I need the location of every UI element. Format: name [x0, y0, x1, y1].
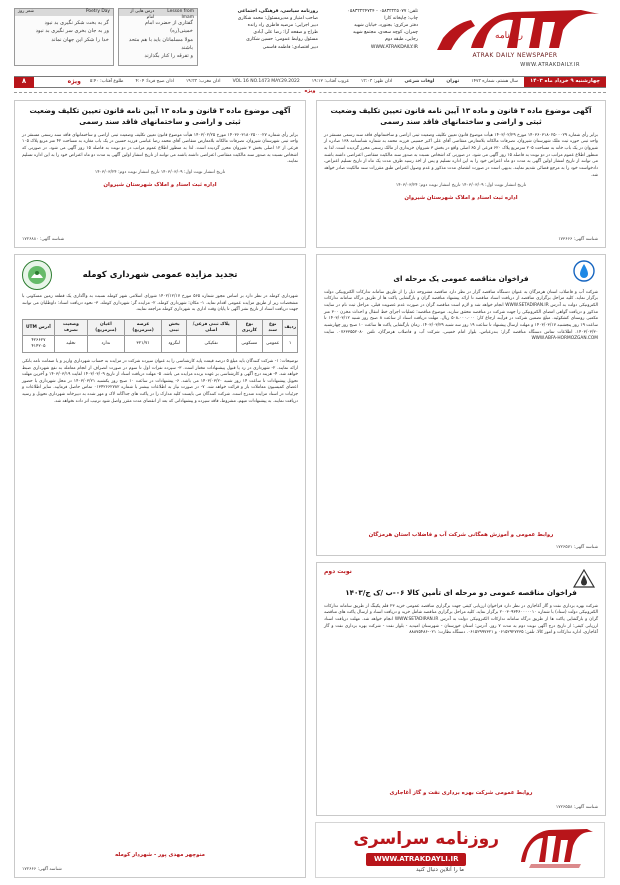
issue-number: سال هشتم، شماره ۱۴۷۳: [471, 78, 519, 84]
svg-text:روزنامه: روزنامه: [495, 31, 523, 41]
promo-banner: [315, 822, 605, 878]
ad-body: شرکت بهره برداری نفت و گاز آغاجاری در نظر دارد فراخوان ارزیابی کیفی جهت برگزاری مناقصه عمومی خرید ۲۳ قلم پکینگ از طریق سامانه تدارکات الکترونیکی دولت (ستاد) با شماره ۲۰۰۳۰۹۳۴۶۰۰۰۰۰۱۰ برگزار نماید. کلیه مراحل برگزاری مناقصه شامل خرید و دریافت اسناد و ارسال پاکت های مناقصه گران و بازگشایی پاکت ها از طریق درگاه سامانه تدارکات الکترونیکی دولت به آدرس WWW.SETADIRAN.IR انجام خواهد شد. مهلت دریافت اسناد ارزیابی کیفی: از تاریخ درج آگهی نوبت دوم به مدت ۷ روز. آدرس: استان خوزستان - شهرستان امیدیه - بلوار نفت - شرکت بهره برداری نفت و گاز آغاجاری، اداره تدارکات و امور کالا. تلفن: ۰۶۱۵۲۹۲۷۲۳۵ و ۰۶۱۵۲۹۹۷۳۲۱. دستگاه نظارت: ۰۲۱-۸۸۸۷۵۴۸۶: [324, 603, 598, 636]
contact-line: تلفن: ۰۵۸۳۲۲۲۵۰۷۷ - ۰۵۸۳۲۲۲۴۷۲۴: [347, 9, 418, 14]
contact-line: چمران، کوچه سعدی، مجتمع شهید: [352, 30, 418, 36]
ad-registration-notice-2: [14, 100, 306, 248]
table-row: [23, 336, 298, 352]
table-cell: مسکونی: [236, 336, 263, 352]
ad-code: شناسه آگهی: ۱۷۳۶۶۶: [558, 237, 598, 243]
banner-subtitle: ما را آنلاین دنبال کنید: [416, 867, 464, 873]
publisher-line: دبیر اقتصادی: فاطمه قاسمی: [262, 44, 318, 50]
oil-company-logo: [570, 568, 598, 590]
issue-date: چهارشنبه ۹ خرداد ماه ۱۴۰۳: [524, 77, 606, 87]
publisher-line: مسئول روابط عمومی: حسین شکاری: [246, 37, 318, 43]
col-header: آدرس UTM: [23, 319, 55, 335]
city-label: تهران: [446, 78, 460, 84]
section-divider: [14, 88, 606, 96]
col-header: نوع کاربری: [236, 319, 263, 335]
table-cell: تفکیکی: [186, 336, 236, 352]
ad-dates: تاریخ انتشار نوبت اول: ۱۴۰۳/۰۳/۰۹ تاریخ انتشار نوبت دوم: ۱۴۰۳/۰۳/۲۴: [395, 183, 527, 189]
contact-line: چاپ: چاپخانه کارا: [384, 16, 418, 22]
atrak-logo: [521, 828, 596, 872]
publisher-line: طراح و صفحه آرا: رضا علی آبادی: [253, 30, 318, 36]
col-header: ردیف: [283, 319, 298, 335]
contact-info: [323, 8, 418, 51]
poem-line: گر به بخت شکر نگیری بد نبود: [44, 20, 109, 26]
col-header: نوع سند: [263, 319, 283, 335]
ad-signature: اداره ثبت اسناد و املاک شهرستان شیروان: [103, 181, 217, 188]
section-divider-label: ویژه: [300, 88, 319, 95]
table-cell: ۱: [283, 336, 298, 352]
page-number: ۸: [14, 77, 34, 88]
prayer-times-label: اوقات شرعی: [404, 78, 435, 84]
publisher-line: صاحب امتیاز و مدیرمسئول: محمد شکاری: [237, 16, 318, 22]
banner-url[interactable]: WWW.ATRAKDAYLI.IR: [366, 853, 466, 866]
box-caption-fa: شعر روز: [18, 9, 34, 14]
poetry-day-box: [14, 8, 114, 66]
table-cell: ۳۲۱/۷۱: [124, 336, 162, 352]
ad-body: توضیحات: ۱- شرکت کنندگان باید مبلغ ۵ درصد قیمت پایه کارشناسی را به عنوان سپرده شرکت در مزایده به حساب شهرداری واریز و یا ضمانت نامه بانکی ارائه نمایند. ۲- شهرداری در رد یا قبول پیشنهادات مختار است. ۳- سپرده نفرات اول تا سوم در صورت انصراف از انجام معامله به نفع شهرداری ضبط خواهد شد. ۴- هزینه درج آگهی و کارشناسی بر عهده برنده مزایده می باشد. ۵- مهلت دریافت اسناد از تاریخ ۱۴۰۳/۰۳/۰۹ لغایت ۱۴۰۳/۰۳/۱۹ و آخرین مهلت تحویل پیشنهادات تا ساعت ۱۴ روز شنبه ۱۴۰۳/۰۳/۲۰ می باشد. ۶- پیشنهادات در ساعت ۱۰ صبح روز یکشنبه ۱۴۰۳/۰۳/۲۱ در محل شهرداری با حضور اعضای کمیسیون معاملات باز و قرائت خواهد شد. ۷- در صورت نیاز به اطلاعات بیشتر با شماره ۰۱۳۴۲۶۶۲۷۸۲ تماس حاصل فرمایید. سایر اطلاعات و جزئیات در اسناد مزایده مندرج است. شرکت کنندگان می بایست کلیه مدارک را در پاکت های جداگانه لاک و مهر شده به دبیرخانه شهرداری تحویل و رسید دریافت نمایند. به پیشنهادات مبهم، مشروط، فاقد سپرده و پیشنهاداتی که بعد از انقضای مدت مقرر واصل شود ترتیب اثر داده نخواهد شد.: [22, 358, 299, 404]
ad-signature: اداره ثبت اسناد و املاک شهرستان شیروان: [404, 195, 518, 202]
box-caption-en: Lesson from Imam: [167, 9, 194, 20]
box-line: و تفرقه را کنار بگذارند: [144, 53, 193, 60]
ad-code: شناسه آگهی: ۱۷۲۶۶۶: [22, 867, 62, 873]
municipality-emblem: [22, 260, 52, 290]
lesson-from-imam-box: [118, 8, 198, 66]
ad-signature: روابط عمومی شرکت بهره برداری نفت و گاز آغاجاری: [389, 789, 533, 796]
ad-code: شناسه آگهی: ۱۷۲۶۵۷۱: [555, 545, 598, 551]
ad-body: برابر رأی شماره ۱۴۰۳۶۰۳۱۸۰۲۵۰۰۰۲۹ مورخ ۱۴۰۳/۰۲/۲۹ هیأت موضوع قانون تعیین تکلیف وضعیت ثبتی اراضی و ساختمانهای فاقد سند رسمی مستقر در واحد ثبتی حوزه ثبت ملک شهرستان شیروان، تصرفات مالکانه بلامعارض متقاضی آقای علی اکبر حسینی فرزند محمد به شماره شناسنامه ۱۳۸ صادره از شیروان در یک باب خانه به مساحت ۲۰۵ مترمربع پلاک ۶۲۰ فرعی از ۶۵ اصلی واقع در بخش ۳ شیروان خریداری از مالک رسمی محرز گردیده است. لذا به منظور اطلاع عموم مراتب در دو نوبت به فاصله ۱۵ روز آگهی می شود. در صورتی که اشخاص نسبت به صدور سند مالکیت متقاضی اعتراضی داشته باشند می توانند از تاریخ انتشار اولین آگهی به مدت دو ماه اعتراض خود را به این اداره تسلیم و پس از اخذ رسید ظرف مدت یک ماه از تاریخ تسلیم اعتراض، دادخواست خود را به مرجع قضائی تقدیم نمایند. بدیهی است در صورت انقضای مدت مذکور و عدم وصول اعتراض طبق مقررات سند مالکیت صادر خواهد شد.: [324, 132, 599, 178]
table-cell: ۴۲۶۶۲۷ ۴۱۴۲۰۵: [23, 336, 55, 352]
volume-info: VOL 16 NO.1473 MAY.29.2022: [232, 78, 300, 84]
banner-title: روزنامه سراسری: [353, 829, 499, 849]
ad-signature: منوچهر مهدی پور - شهردار کومله: [114, 851, 206, 858]
box-line: مولا مسلمانان باید با هم متحد باشند: [128, 36, 193, 51]
table-cell: تخلیه: [54, 336, 87, 352]
table-header-row: [23, 319, 298, 335]
azan-fajr: اذان صبح فردا: ۴:۰۴: [135, 78, 174, 84]
box-caption-fa: درس هایی از امام: [130, 9, 155, 20]
box-line: گفتاری از حضرت امام خمینی(ره): [144, 20, 193, 35]
azan-noon: اذان ظهر: ۱۳:۰۳: [360, 78, 393, 84]
sunrise: طلوع آفتاب: ۵:۴۰: [89, 78, 124, 84]
ad-title: فراخوان مناقصه عمومی دو مرحله ای تأمین کالا ۰۶-ب /ک ج/۱۴۰۳: [345, 588, 577, 597]
col-header: عرصه (مترمربع): [124, 319, 162, 335]
atrak-logo: [431, 8, 606, 58]
publisher-line: روزنامه سیاسی، فرهنگی، اجتماعی: [237, 9, 318, 14]
ad-code: شناسه آگهی: ۱۷۲۶۵۵۸: [555, 805, 598, 811]
issue-info-bar: [14, 76, 606, 88]
ad-dates: تاریخ انتشار نوبت اول: ۱۴۰۳/۰۳/۰۹ تاریخ انتشار نوبت دوم: ۱۴۰۳/۰۳/۲۴: [94, 169, 226, 175]
ad-title: آگهی موضوع ماده ۳ قانون و ماده ۱۳ آیین نامه قانون تعیین تکلیف وضعیت ثبتی و اراضی و ساختمانهای فاقد سند رسمی: [29, 106, 291, 126]
ad-auction-komeleh-municipality: [14, 254, 306, 878]
sunset: غروب آفتاب: ۱۹:۱۲: [311, 78, 349, 84]
masthead-website[interactable]: WWW.ATRAKDAILY.IR: [520, 62, 580, 68]
table-cell: ندارد: [88, 336, 125, 352]
col-header: پلاک ثبتی فرعی/اصلی: [186, 319, 236, 335]
poem-line: ور به جان بخری سر نگیری بد نبود: [35, 28, 109, 35]
ad-intro: شهرداری کومله در نظر دارد بر اساس مجوز شماره ۵۶۵ مورخ ۱۴۰۲/۱۲/۱۷ شورای اسلامی شهر کومله نسبت به واگذاری یک قطعه زمین مسکونی با مشخصات زیر از طریق مزایده عمومی اقدام نماید. ۱- مکان: شهرداری کومله. ۲- مزایده گر: شهرداری کومله. ۳- نحوه دریافت اسناد: داوطلبان می توانند جهت دریافت اسناد از تاریخ نشر آگهی تا پایان وقت اداری به شهرداری کومله مراجعه نمایند.: [22, 294, 299, 313]
box-caption-en: Poetry Day: [85, 9, 110, 14]
table-cell: لنگرود: [162, 336, 187, 352]
poem-line: خدا را شکر این جهان نماند: [51, 36, 109, 43]
ad-tender-hormozgan-water: [316, 254, 606, 556]
ad-body: شرکت آب و فاضلاب استان هرمزگان به عنوان دستگاه مناقصه گزار در نظر دارد مناقصه مشروحه ذیل را از طریق سامانه تدارکات الکترونیکی دولت برگزار نماید. کلیه مراحل برگزاری مناقصه از دریافت اسناد مناقصه تا ارائه پیشنهاد مناقصه گران و بازگشایی پاکت ها از طریق درگاه سامانه تدارکات الکترونیکی دولت به آدرس WWW.SETADIRAN.IR انجام خواهد شد و لازم است مناقصه گران در صورت عدم عضویت قبلی، مراحل ثبت نام در سایت مذکور و دریافت گواهی امضای الکترونیکی را جهت شرکت در مناقصه محقق سازند. موضوع مناقصه: عملیات اجرای خط انتقال و احداث مخزن ۳۰۰ متر مکعبی روستای کشکوئیه. مبلغ تضمین شرکت در فرآیند ارجاع کار: ۵۰۸،۰۰۰،۰۰۰ ریال. مهلت دریافت اسناد از ساعت ۸ صبح روز شنبه ۱۴۰۳/۰۳/۱۲ تا ساعت ۱۹ روز پنجشنبه ۱۴۰۳/۰۳/۱۷ و مهلت ارسال پیشنهاد تا ساعت ۱۹ روز سه شنبه ۱۴۰۳/۰۳/۲۹. زمان بازگشایی پاکت ها ساعت ۱۰ صبح روز چهارشنبه ۱۴۰۳/۰۳/۳۰. اطلاعات تماس دستگاه مناقصه گزار: بندرعباس، بلوار امام خمینی، شرکت آب و فاضلاب هرمزگان، تلفن ۰۷۶۳۳۵۵۲۰۸۰. سایت WWW.ABFA-HORMOZGAN.COM: [324, 289, 599, 342]
ad-registration-notice-1: [316, 100, 606, 248]
ad-body: برابر رأی شماره ۱۴۰۳۶۰۳۱۸۰۲۵۰۰۰۲۷ مورخ ۱۴۰۳/۰۲/۲۵ هیأت موضوع قانون تعیین تکلیف وضعیت ثبتی اراضی و ساختمانهای فاقد سند رسمی مستقر در واحد ثبتی شهرستان شیروان، تصرفات مالکانه بلامعارض متقاضی آقای محمد رضا عباسی فرزند حسین در یک باب مغازه به مساحت ۴۲ متر مربع پلاک ۱۰۵ فرعی از ۱۲ اصلی بخش ۳ شیروان محرز گردیده است. لذا به منظور اطلاع عموم مراتب در دو نوبت به فاصله ۱۵ روز آگهی می شود. در صورتی که اشخاص نسبت به صدور سند مالکیت متقاضی اعتراضی داشته باشند می توانند از تاریخ انتشار اولین آگهی به مدت دو ماه اعتراض خود را به این اداره تسلیم نمایند.: [22, 132, 299, 165]
publisher-line: دبیر اجرایی: مرضیه فاطری راد رانده: [247, 23, 318, 29]
col-header: بخش ثبتی: [162, 319, 187, 335]
table-cell: عمومی: [263, 336, 283, 352]
contact-line: رجایی، طبقه دوم: [385, 37, 418, 43]
auction-property-table: [22, 319, 298, 353]
col-header: وضعیت تصرف: [54, 319, 87, 335]
ad-title: تجدید مزایده عمومی شهرداری کومله: [82, 269, 238, 280]
publisher-info: [188, 8, 318, 51]
ad-code: شناسه آگهی: ۱۷۲۶۸۸۰: [22, 237, 65, 243]
logo-caption: ATRAK DAILY NEWSPAPER: [472, 52, 558, 59]
section-label: ویژه: [67, 77, 81, 85]
water-company-logo: [570, 260, 598, 282]
ad-title: آگهی موضوع ماده ۳ قانون و ماده ۱۳ آیین نامه قانون تعیین تکلیف وضعیت ثبتی و اراضی و ساختمانهای فاقد سند رسمی: [330, 106, 592, 126]
ad-round-tag: نوبت دوم: [324, 568, 352, 575]
contact-line[interactable]: WWW.ATRAKDAILY.IR: [370, 44, 418, 50]
col-header: اعیان (مترمربع): [88, 319, 125, 335]
ad-tender-aghajari-oil: [316, 562, 606, 816]
contact-line: دفتر مرکزی: بجنورد، خیابان شهید: [353, 23, 418, 29]
ad-title: فراخوان مناقصه عمومی یک مرحله ای: [393, 274, 529, 283]
ad-signature: روابط عمومی و آموزش همگانی شرکت آب و فاضلاب استان هرمزگان: [368, 531, 554, 538]
azan-maghrib: اذان مغرب: ۱۹:۳۳: [185, 78, 221, 84]
